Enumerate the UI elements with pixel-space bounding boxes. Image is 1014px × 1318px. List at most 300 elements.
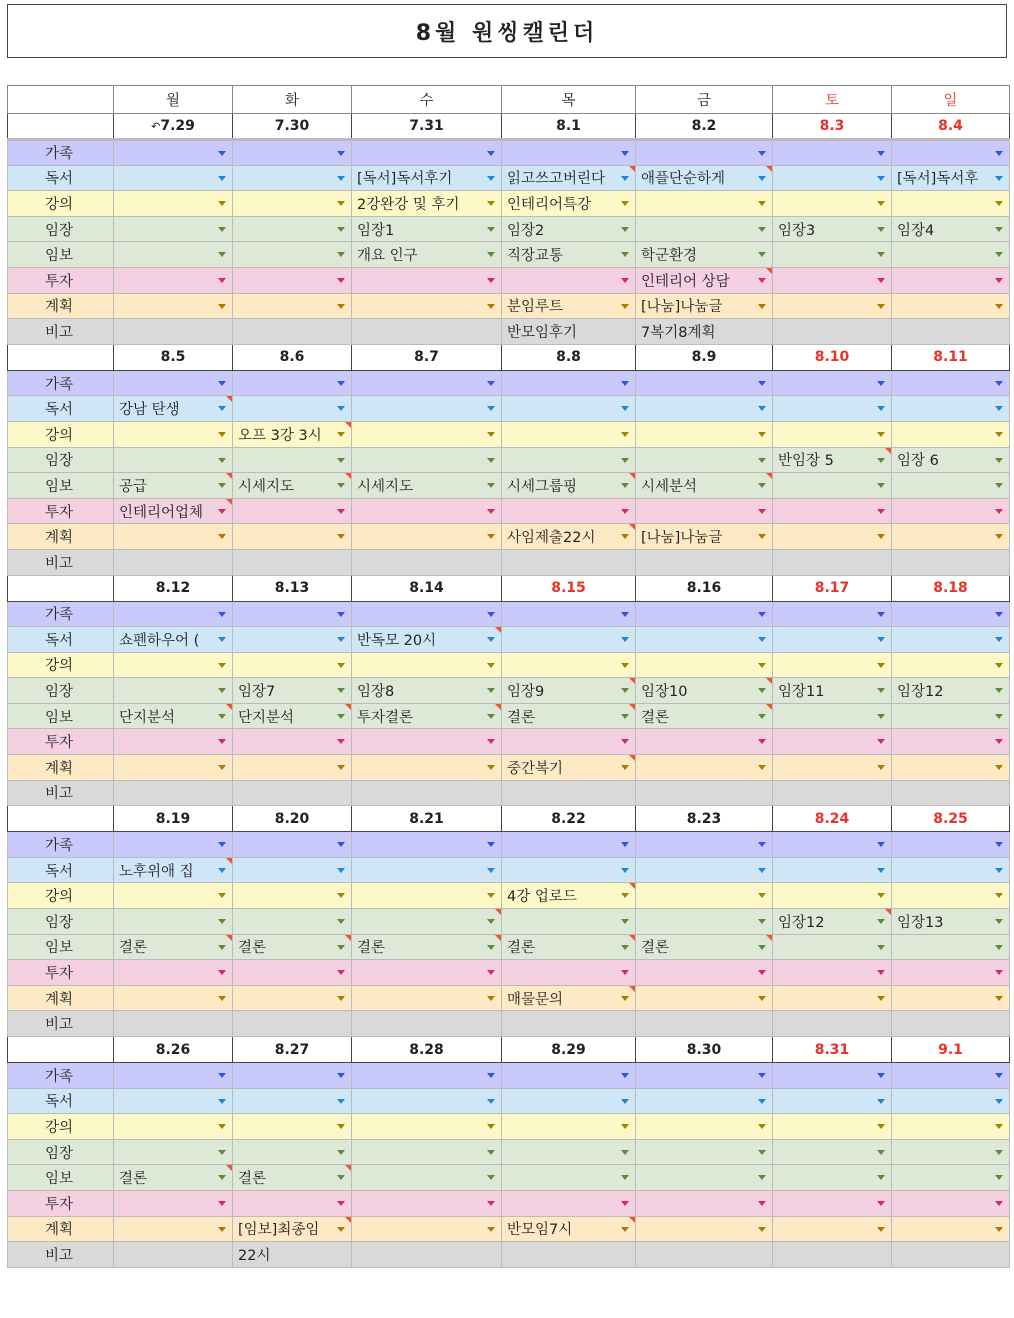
- dropdown-cell[interactable]: [114, 421, 233, 447]
- dropdown-arrow-icon[interactable]: [995, 1073, 1003, 1078]
- note-cell[interactable]: [233, 319, 352, 345]
- dropdown-cell[interactable]: [502, 703, 636, 729]
- dropdown-arrow-icon[interactable]: [877, 1099, 885, 1104]
- dropdown-cell[interactable]: [114, 267, 233, 293]
- dropdown-cell[interactable]: [502, 396, 636, 422]
- dropdown-cell[interactable]: [233, 447, 352, 473]
- dropdown-cell[interactable]: [773, 1139, 892, 1165]
- dropdown-arrow-icon[interactable]: [218, 1124, 226, 1129]
- note-cell[interactable]: [233, 1242, 352, 1268]
- dropdown-cell[interactable]: [892, 934, 1010, 960]
- dropdown-cell[interactable]: [233, 678, 352, 704]
- dropdown-arrow-icon[interactable]: [218, 714, 226, 719]
- dropdown-arrow-icon[interactable]: [995, 509, 1003, 514]
- dropdown-cell[interactable]: [502, 1216, 636, 1242]
- dropdown-cell[interactable]: [502, 293, 636, 319]
- dropdown-arrow-icon[interactable]: [218, 278, 226, 283]
- dropdown-arrow-icon[interactable]: [487, 458, 495, 463]
- dropdown-arrow-icon[interactable]: [218, 509, 226, 514]
- dropdown-arrow-icon[interactable]: [995, 945, 1003, 950]
- dropdown-cell[interactable]: [892, 729, 1010, 755]
- dropdown-arrow-icon[interactable]: [758, 176, 766, 181]
- dropdown-cell[interactable]: [502, 447, 636, 473]
- dropdown-arrow-icon[interactable]: [337, 483, 345, 488]
- dropdown-arrow-icon[interactable]: [337, 176, 345, 181]
- dropdown-cell[interactable]: [233, 524, 352, 550]
- dropdown-arrow-icon[interactable]: [995, 688, 1003, 693]
- dropdown-cell[interactable]: [352, 396, 502, 422]
- dropdown-arrow-icon[interactable]: [995, 1099, 1003, 1104]
- note-cell[interactable]: [502, 780, 636, 806]
- dropdown-cell[interactable]: [636, 140, 773, 166]
- dropdown-arrow-icon[interactable]: [995, 765, 1003, 770]
- dropdown-cell[interactable]: [114, 601, 233, 627]
- dropdown-arrow-icon[interactable]: [487, 637, 495, 642]
- dropdown-arrow-icon[interactable]: [995, 637, 1003, 642]
- dropdown-arrow-icon[interactable]: [487, 688, 495, 693]
- dropdown-arrow-icon[interactable]: [621, 151, 629, 156]
- note-cell[interactable]: [636, 319, 773, 345]
- dropdown-cell[interactable]: [502, 370, 636, 396]
- dropdown-arrow-icon[interactable]: [877, 227, 885, 232]
- dropdown-arrow-icon[interactable]: [758, 637, 766, 642]
- dropdown-cell[interactable]: [352, 857, 502, 883]
- dropdown-cell[interactable]: [636, 832, 773, 858]
- dropdown-cell[interactable]: [233, 191, 352, 217]
- dropdown-cell[interactable]: [114, 883, 233, 909]
- dropdown-cell[interactable]: [233, 909, 352, 935]
- dropdown-arrow-icon[interactable]: [218, 842, 226, 847]
- dropdown-arrow-icon[interactable]: [758, 381, 766, 386]
- dropdown-arrow-icon[interactable]: [758, 278, 766, 283]
- dropdown-cell[interactable]: [233, 370, 352, 396]
- dropdown-arrow-icon[interactable]: [621, 483, 629, 488]
- dropdown-arrow-icon[interactable]: [337, 1073, 345, 1078]
- dropdown-cell[interactable]: [636, 1190, 773, 1216]
- note-cell[interactable]: [114, 1011, 233, 1037]
- dropdown-arrow-icon[interactable]: [487, 970, 495, 975]
- dropdown-cell[interactable]: [502, 832, 636, 858]
- dropdown-arrow-icon[interactable]: [218, 304, 226, 309]
- dropdown-cell[interactable]: [636, 165, 773, 191]
- dropdown-cell[interactable]: [114, 473, 233, 499]
- dropdown-arrow-icon[interactable]: [621, 176, 629, 181]
- dropdown-arrow-icon[interactable]: [621, 1227, 629, 1232]
- dropdown-arrow-icon[interactable]: [995, 868, 1003, 873]
- dropdown-cell[interactable]: [352, 1114, 502, 1140]
- note-cell[interactable]: [114, 549, 233, 575]
- dropdown-cell[interactable]: [892, 267, 1010, 293]
- dropdown-cell[interactable]: [892, 601, 1010, 627]
- dropdown-cell[interactable]: [773, 857, 892, 883]
- dropdown-arrow-icon[interactable]: [337, 739, 345, 744]
- dropdown-arrow-icon[interactable]: [877, 201, 885, 206]
- dropdown-cell[interactable]: [636, 191, 773, 217]
- dropdown-cell[interactable]: [892, 652, 1010, 678]
- dropdown-cell[interactable]: [892, 857, 1010, 883]
- dropdown-cell[interactable]: [636, 421, 773, 447]
- dropdown-arrow-icon[interactable]: [337, 970, 345, 975]
- dropdown-cell[interactable]: [114, 216, 233, 242]
- dropdown-arrow-icon[interactable]: [337, 996, 345, 1001]
- dropdown-cell[interactable]: [352, 1063, 502, 1089]
- dropdown-cell[interactable]: [502, 934, 636, 960]
- dropdown-cell[interactable]: [892, 678, 1010, 704]
- note-cell[interactable]: [233, 780, 352, 806]
- dropdown-arrow-icon[interactable]: [877, 1150, 885, 1155]
- dropdown-cell[interactable]: [773, 1063, 892, 1089]
- dropdown-cell[interactable]: [773, 627, 892, 653]
- dropdown-arrow-icon[interactable]: [621, 1099, 629, 1104]
- dropdown-cell[interactable]: [773, 165, 892, 191]
- dropdown-arrow-icon[interactable]: [337, 432, 345, 437]
- dropdown-cell[interactable]: [773, 421, 892, 447]
- dropdown-arrow-icon[interactable]: [337, 1201, 345, 1206]
- dropdown-cell[interactable]: [352, 678, 502, 704]
- dropdown-arrow-icon[interactable]: [995, 663, 1003, 668]
- dropdown-cell[interactable]: [636, 216, 773, 242]
- dropdown-arrow-icon[interactable]: [337, 201, 345, 206]
- dropdown-arrow-icon[interactable]: [487, 381, 495, 386]
- dropdown-arrow-icon[interactable]: [758, 765, 766, 770]
- dropdown-arrow-icon[interactable]: [337, 509, 345, 514]
- dropdown-cell[interactable]: [233, 755, 352, 781]
- dropdown-arrow-icon[interactable]: [877, 1124, 885, 1129]
- dropdown-arrow-icon[interactable]: [621, 252, 629, 257]
- dropdown-arrow-icon[interactable]: [758, 1150, 766, 1155]
- dropdown-arrow-icon[interactable]: [758, 151, 766, 156]
- note-cell[interactable]: [636, 549, 773, 575]
- dropdown-arrow-icon[interactable]: [758, 252, 766, 257]
- dropdown-cell[interactable]: [773, 985, 892, 1011]
- dropdown-cell[interactable]: [892, 627, 1010, 653]
- dropdown-arrow-icon[interactable]: [758, 714, 766, 719]
- dropdown-cell[interactable]: [114, 447, 233, 473]
- dropdown-arrow-icon[interactable]: [995, 483, 1003, 488]
- dropdown-cell[interactable]: [892, 293, 1010, 319]
- dropdown-arrow-icon[interactable]: [995, 278, 1003, 283]
- dropdown-cell[interactable]: [636, 601, 773, 627]
- dropdown-arrow-icon[interactable]: [995, 919, 1003, 924]
- dropdown-cell[interactable]: [233, 960, 352, 986]
- dropdown-cell[interactable]: [636, 883, 773, 909]
- note-cell[interactable]: [352, 1242, 502, 1268]
- dropdown-arrow-icon[interactable]: [487, 612, 495, 617]
- dropdown-cell[interactable]: [233, 1190, 352, 1216]
- dropdown-arrow-icon[interactable]: [995, 534, 1003, 539]
- dropdown-cell[interactable]: [773, 934, 892, 960]
- dropdown-cell[interactable]: [114, 1165, 233, 1191]
- dropdown-arrow-icon[interactable]: [487, 919, 495, 924]
- dropdown-cell[interactable]: [892, 165, 1010, 191]
- dropdown-cell[interactable]: [352, 216, 502, 242]
- dropdown-cell[interactable]: [114, 498, 233, 524]
- dropdown-arrow-icon[interactable]: [621, 765, 629, 770]
- dropdown-cell[interactable]: [352, 627, 502, 653]
- dropdown-cell[interactable]: [636, 755, 773, 781]
- dropdown-arrow-icon[interactable]: [758, 970, 766, 975]
- dropdown-cell[interactable]: [114, 1114, 233, 1140]
- dropdown-arrow-icon[interactable]: [487, 1227, 495, 1232]
- dropdown-arrow-icon[interactable]: [487, 663, 495, 668]
- dropdown-cell[interactable]: [773, 293, 892, 319]
- dropdown-cell[interactable]: [773, 832, 892, 858]
- dropdown-cell[interactable]: [114, 934, 233, 960]
- dropdown-cell[interactable]: [892, 242, 1010, 268]
- dropdown-cell[interactable]: [233, 1063, 352, 1089]
- dropdown-cell[interactable]: [352, 703, 502, 729]
- dropdown-cell[interactable]: [233, 498, 352, 524]
- dropdown-cell[interactable]: [352, 473, 502, 499]
- note-cell[interactable]: [352, 549, 502, 575]
- dropdown-cell[interactable]: [233, 1114, 352, 1140]
- dropdown-cell[interactable]: [114, 370, 233, 396]
- dropdown-cell[interactable]: [636, 729, 773, 755]
- dropdown-arrow-icon[interactable]: [218, 612, 226, 617]
- dropdown-arrow-icon[interactable]: [877, 637, 885, 642]
- dropdown-cell[interactable]: [892, 1165, 1010, 1191]
- dropdown-arrow-icon[interactable]: [877, 970, 885, 975]
- dropdown-arrow-icon[interactable]: [337, 714, 345, 719]
- note-cell[interactable]: [502, 1011, 636, 1037]
- dropdown-arrow-icon[interactable]: [758, 1099, 766, 1104]
- dropdown-arrow-icon[interactable]: [877, 1227, 885, 1232]
- dropdown-arrow-icon[interactable]: [218, 458, 226, 463]
- dropdown-arrow-icon[interactable]: [995, 176, 1003, 181]
- dropdown-arrow-icon[interactable]: [218, 663, 226, 668]
- dropdown-cell[interactable]: [502, 627, 636, 653]
- dropdown-arrow-icon[interactable]: [995, 1227, 1003, 1232]
- dropdown-arrow-icon[interactable]: [487, 176, 495, 181]
- dropdown-arrow-icon[interactable]: [877, 765, 885, 770]
- dropdown-arrow-icon[interactable]: [758, 612, 766, 617]
- dropdown-arrow-icon[interactable]: [337, 1227, 345, 1232]
- note-cell[interactable]: [233, 1011, 352, 1037]
- dropdown-cell[interactable]: [352, 832, 502, 858]
- dropdown-cell[interactable]: [892, 216, 1010, 242]
- dropdown-arrow-icon[interactable]: [337, 765, 345, 770]
- dropdown-cell[interactable]: [114, 960, 233, 986]
- dropdown-cell[interactable]: [114, 293, 233, 319]
- dropdown-cell[interactable]: [352, 1088, 502, 1114]
- dropdown-arrow-icon[interactable]: [621, 868, 629, 873]
- dropdown-cell[interactable]: [502, 498, 636, 524]
- dropdown-cell[interactable]: [233, 421, 352, 447]
- dropdown-cell[interactable]: [892, 524, 1010, 550]
- dropdown-arrow-icon[interactable]: [487, 868, 495, 873]
- dropdown-arrow-icon[interactable]: [621, 432, 629, 437]
- note-cell[interactable]: [773, 780, 892, 806]
- dropdown-cell[interactable]: [114, 1190, 233, 1216]
- dropdown-cell[interactable]: [502, 678, 636, 704]
- dropdown-cell[interactable]: [114, 140, 233, 166]
- dropdown-cell[interactable]: [892, 832, 1010, 858]
- note-cell[interactable]: [636, 780, 773, 806]
- dropdown-arrow-icon[interactable]: [337, 381, 345, 386]
- dropdown-cell[interactable]: [352, 1216, 502, 1242]
- dropdown-arrow-icon[interactable]: [758, 509, 766, 514]
- dropdown-cell[interactable]: [773, 524, 892, 550]
- dropdown-arrow-icon[interactable]: [218, 893, 226, 898]
- dropdown-arrow-icon[interactable]: [337, 458, 345, 463]
- note-cell[interactable]: [773, 1242, 892, 1268]
- note-cell[interactable]: [892, 780, 1010, 806]
- dropdown-cell[interactable]: [502, 960, 636, 986]
- dropdown-arrow-icon[interactable]: [995, 201, 1003, 206]
- dropdown-cell[interactable]: [233, 140, 352, 166]
- dropdown-cell[interactable]: [773, 601, 892, 627]
- dropdown-arrow-icon[interactable]: [621, 996, 629, 1001]
- dropdown-cell[interactable]: [773, 678, 892, 704]
- dropdown-arrow-icon[interactable]: [337, 688, 345, 693]
- dropdown-cell[interactable]: [233, 652, 352, 678]
- dropdown-cell[interactable]: [233, 703, 352, 729]
- dropdown-arrow-icon[interactable]: [758, 1175, 766, 1180]
- dropdown-arrow-icon[interactable]: [877, 483, 885, 488]
- dropdown-arrow-icon[interactable]: [758, 842, 766, 847]
- dropdown-arrow-icon[interactable]: [758, 1073, 766, 1078]
- dropdown-arrow-icon[interactable]: [621, 714, 629, 719]
- dropdown-arrow-icon[interactable]: [995, 612, 1003, 617]
- dropdown-arrow-icon[interactable]: [487, 765, 495, 770]
- dropdown-arrow-icon[interactable]: [218, 919, 226, 924]
- dropdown-arrow-icon[interactable]: [337, 1124, 345, 1129]
- dropdown-arrow-icon[interactable]: [877, 304, 885, 309]
- dropdown-cell[interactable]: [892, 498, 1010, 524]
- dropdown-arrow-icon[interactable]: [877, 534, 885, 539]
- dropdown-arrow-icon[interactable]: [218, 381, 226, 386]
- dropdown-arrow-icon[interactable]: [337, 612, 345, 617]
- dropdown-cell[interactable]: [773, 960, 892, 986]
- dropdown-arrow-icon[interactable]: [337, 637, 345, 642]
- dropdown-arrow-icon[interactable]: [877, 1175, 885, 1180]
- dropdown-cell[interactable]: [892, 370, 1010, 396]
- dropdown-arrow-icon[interactable]: [621, 534, 629, 539]
- dropdown-arrow-icon[interactable]: [337, 842, 345, 847]
- dropdown-cell[interactable]: [114, 1216, 233, 1242]
- dropdown-arrow-icon[interactable]: [337, 868, 345, 873]
- dropdown-arrow-icon[interactable]: [995, 893, 1003, 898]
- dropdown-cell[interactable]: [233, 293, 352, 319]
- dropdown-cell[interactable]: [636, 1216, 773, 1242]
- dropdown-arrow-icon[interactable]: [877, 151, 885, 156]
- note-cell[interactable]: [352, 780, 502, 806]
- dropdown-arrow-icon[interactable]: [758, 201, 766, 206]
- dropdown-arrow-icon[interactable]: [995, 432, 1003, 437]
- dropdown-arrow-icon[interactable]: [218, 637, 226, 642]
- dropdown-cell[interactable]: [892, 191, 1010, 217]
- dropdown-cell[interactable]: [233, 601, 352, 627]
- dropdown-arrow-icon[interactable]: [995, 151, 1003, 156]
- dropdown-arrow-icon[interactable]: [337, 252, 345, 257]
- dropdown-arrow-icon[interactable]: [218, 970, 226, 975]
- dropdown-arrow-icon[interactable]: [337, 278, 345, 283]
- dropdown-cell[interactable]: [773, 1190, 892, 1216]
- dropdown-cell[interactable]: [892, 960, 1010, 986]
- dropdown-cell[interactable]: [773, 191, 892, 217]
- dropdown-arrow-icon[interactable]: [487, 406, 495, 411]
- dropdown-cell[interactable]: [233, 627, 352, 653]
- dropdown-arrow-icon[interactable]: [487, 201, 495, 206]
- dropdown-cell[interactable]: [773, 1216, 892, 1242]
- dropdown-cell[interactable]: [636, 267, 773, 293]
- dropdown-cell[interactable]: [233, 267, 352, 293]
- dropdown-arrow-icon[interactable]: [621, 663, 629, 668]
- dropdown-cell[interactable]: [114, 857, 233, 883]
- dropdown-arrow-icon[interactable]: [218, 483, 226, 488]
- dropdown-arrow-icon[interactable]: [877, 278, 885, 283]
- dropdown-arrow-icon[interactable]: [995, 227, 1003, 232]
- dropdown-cell[interactable]: [352, 960, 502, 986]
- dropdown-arrow-icon[interactable]: [995, 406, 1003, 411]
- dropdown-arrow-icon[interactable]: [758, 227, 766, 232]
- dropdown-cell[interactable]: [636, 1139, 773, 1165]
- dropdown-arrow-icon[interactable]: [487, 996, 495, 1001]
- dropdown-arrow-icon[interactable]: [487, 842, 495, 847]
- dropdown-arrow-icon[interactable]: [337, 406, 345, 411]
- dropdown-arrow-icon[interactable]: [758, 1124, 766, 1129]
- dropdown-cell[interactable]: [892, 909, 1010, 935]
- dropdown-cell[interactable]: [636, 1114, 773, 1140]
- dropdown-arrow-icon[interactable]: [487, 893, 495, 898]
- dropdown-cell[interactable]: [352, 755, 502, 781]
- dropdown-cell[interactable]: [352, 601, 502, 627]
- dropdown-cell[interactable]: [233, 396, 352, 422]
- dropdown-arrow-icon[interactable]: [218, 406, 226, 411]
- note-cell[interactable]: [352, 319, 502, 345]
- dropdown-cell[interactable]: [502, 1190, 636, 1216]
- dropdown-cell[interactable]: [636, 1088, 773, 1114]
- dropdown-cell[interactable]: [502, 473, 636, 499]
- dropdown-arrow-icon[interactable]: [487, 1175, 495, 1180]
- dropdown-cell[interactable]: [502, 1063, 636, 1089]
- dropdown-cell[interactable]: [773, 370, 892, 396]
- dropdown-arrow-icon[interactable]: [877, 1201, 885, 1206]
- dropdown-cell[interactable]: [773, 652, 892, 678]
- dropdown-arrow-icon[interactable]: [621, 688, 629, 693]
- note-cell[interactable]: [502, 319, 636, 345]
- dropdown-cell[interactable]: [233, 1165, 352, 1191]
- dropdown-arrow-icon[interactable]: [621, 1124, 629, 1129]
- dropdown-cell[interactable]: [352, 140, 502, 166]
- dropdown-arrow-icon[interactable]: [995, 970, 1003, 975]
- note-cell[interactable]: [502, 549, 636, 575]
- dropdown-cell[interactable]: [233, 1216, 352, 1242]
- dropdown-arrow-icon[interactable]: [758, 996, 766, 1001]
- dropdown-arrow-icon[interactable]: [337, 1150, 345, 1155]
- dropdown-arrow-icon[interactable]: [621, 1175, 629, 1180]
- dropdown-arrow-icon[interactable]: [758, 868, 766, 873]
- dropdown-arrow-icon[interactable]: [218, 227, 226, 232]
- dropdown-cell[interactable]: [636, 293, 773, 319]
- dropdown-arrow-icon[interactable]: [995, 739, 1003, 744]
- dropdown-cell[interactable]: [352, 165, 502, 191]
- dropdown-cell[interactable]: [636, 857, 773, 883]
- dropdown-cell[interactable]: [892, 396, 1010, 422]
- dropdown-cell[interactable]: [773, 396, 892, 422]
- dropdown-arrow-icon[interactable]: [218, 1099, 226, 1104]
- note-cell[interactable]: [892, 319, 1010, 345]
- dropdown-arrow-icon[interactable]: [758, 1227, 766, 1232]
- note-cell[interactable]: [114, 780, 233, 806]
- dropdown-arrow-icon[interactable]: [218, 765, 226, 770]
- dropdown-arrow-icon[interactable]: [337, 663, 345, 668]
- dropdown-arrow-icon[interactable]: [218, 739, 226, 744]
- dropdown-cell[interactable]: [773, 883, 892, 909]
- dropdown-cell[interactable]: [114, 524, 233, 550]
- dropdown-arrow-icon[interactable]: [487, 304, 495, 309]
- dropdown-cell[interactable]: [502, 1139, 636, 1165]
